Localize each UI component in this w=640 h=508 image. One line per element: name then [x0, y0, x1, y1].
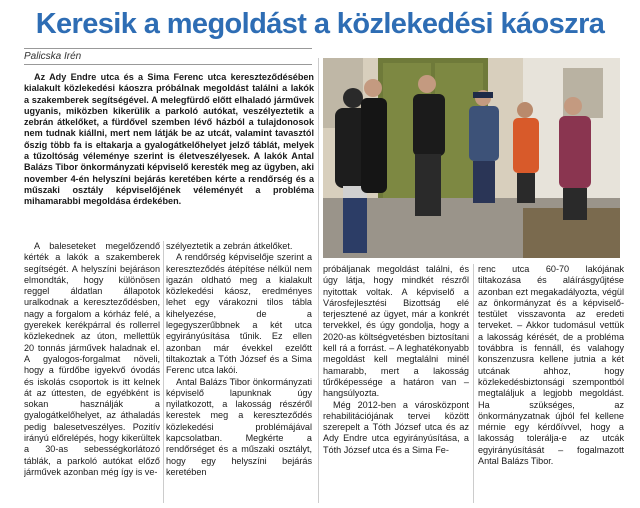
paragraph: Antal Balázs Tibor önkormányzati képviselő lapunknak úgy nyilatkozott, a lakosság részéről kerestek meg a kereszteződés közlekedési problémájával kapcsolatban. Megkérte a rendőrséget és a műszaki osztályt, hogy egy helyszíni bejárás keretében: [166, 376, 312, 477]
article-photo: [323, 58, 620, 258]
body-column-2: [166, 241, 312, 503]
paragraph: A rendőrség képviselője szerint a kereszteződés átépítése nélkül nem igazán oldható meg a kialakult közlekedési káosz, eredményes lehet egy várakozni tilos tábla kihelyezése, de a legegyszerűbbnek a két utca egyirányúsítása tűnik. Ez ellen azonban már évekkel ezelőtt tiltakoztak a Tóth József és a Sima Ferenc utca lakói.: [166, 252, 312, 376]
headline: Keresik a megoldást a közlekedési káoszra: [35, 8, 605, 40]
column-divider: [318, 58, 319, 503]
paragraph: szélyeztetik a zebrán átkelőket.: [166, 241, 293, 251]
body-column-4: [478, 264, 624, 503]
paragraph: próbáljanak megoldást találni, és úgy látja, hogy mindkét részről nyitottak voltak. A képviselő a Városfejlesztési Bizottság elé terjesztené az ügyet, már a konkrét tervekkel, és úgy gondolja, hogy a 2020-as költségvetésben biztosítani kell rá a forrást. – A leghatékonyabb megoldást kell megtalálni minél hamarabb, mert a lakosság tűrőképessége a határon van – hangsúlyozta.: [323, 264, 469, 399]
byline: Palicska Irén: [24, 48, 312, 65]
paragraph: renc utca 60-70 lakójának tiltakozása és aláírásgyűjtése azonban ezt megakadályozta, végül az önkormányzat és a képviselő-testület visszavonta az eredeti terveket. – Akkor tudomásul vettük a lakosság kérését, de a probléma továbbra is fennáll, és valahogy konszenzusra kellene jutnia a két utcának ahhoz, hogy közlekedésbiztonsági szempontból megtaláljuk a legjobb megoldást. Ha szükséges, az önkormányzatnak újból fel kellene mérnie egy kérdőívvel, hogy a lakosság tolerálja-e az utcák egyirányúsítását – fogalmazott Antal Balázs Tibor.: [478, 264, 624, 467]
paragraph: A baleseteket megelőzendő kérték a lakók a szakemberek segítségét. A helyszíni bejáráson elmondták, hogy különösen reggel áldatlan állapotok uralkodnak a kereszteződésben, nagy a forgalom a kórház felé, a gyerekek kerékpárral és rollerrel közlekednek az úton, mellettük 20 tonnás járművek haladnak el. A gyalogos-forgalmat növeli, hogy a fürdőbe igyekvő óvodás és iskolás csoportok is itt kelnek át az úttesten, de egyébként is sokan használják a gyalogátkelőhelyet, az áthaladás pedig balesetveszélyes. Pozitív irányú előrelépés, hogy kikerültek a 30-as sebességkorlátozó táblák, a parkoló autókat előző járművek azonban még így is ve-: [24, 241, 160, 477]
column-divider: [163, 241, 164, 503]
body-column-3: [323, 264, 469, 503]
paragraph: Még 2012-ben a városközpont rehabilitációjának tervei között szerepelt a Tóth József utca és az Ady Endre utca egyirányúsítása, a Tóth József utca és a Sima Fe-: [323, 399, 469, 455]
column-divider: [473, 264, 474, 503]
lead-paragraph: Az Ady Endre utca és a Sima Ferenc utca kereszteződésében kialakult közlekedési káoszra próbálnak megoldást találni a lakók a szakemberek segítségével. A melegfürdő előtt elhaladó járművek ugyanis, miközben kikerülik a parkoló autókat, veszélyeztetik a zebrán átkelőket, a fürdővel szemben lévő házból a tulajdonosok nem tudnak kiállni, mert nem látják be az utcát, valamint tavasztól őszig több fa is eltakarja a gyalogátkelőhelyet jelző táblát, melyek a tűzoltóság véleménye szerint is életveszélyesek. A lakók Antal Balázs Tibor önkormányzati képviselő keresték meg az ügyben, aki november 4-én helyszíni bejárás keretében kérte a rendőrség és a műszaki osztály képviselőjének véleményét a probléma mihamarabbi megoldása érdekében.: [24, 72, 314, 207]
body-column-1: [24, 241, 160, 503]
street-meeting-photo-icon: [323, 58, 620, 258]
